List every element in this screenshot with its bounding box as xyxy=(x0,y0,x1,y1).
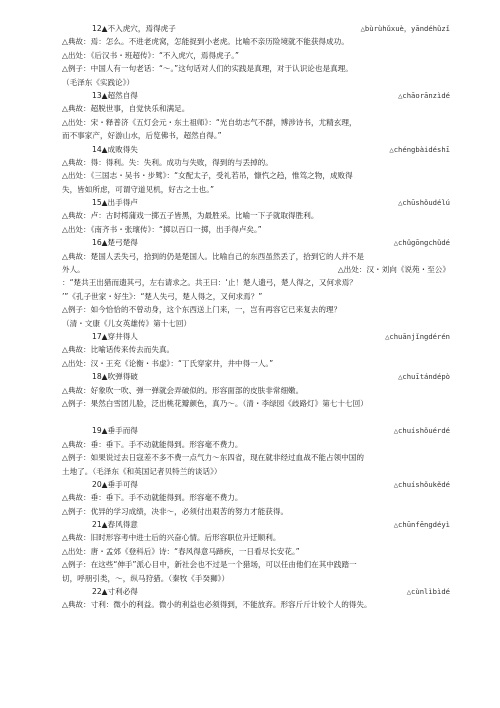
entry-text-line: △典故：焉：怎么。不进老虎窝，怎能捉到小老虎。比喻不亲历险境就不能获得成功。 xyxy=(62,37,349,47)
entry-text-line: △例子：果然白雪团儿脸，泛出桃花瓣颜色，真乃～。（清・李绿园《歧路灯》第七十七回） xyxy=(62,398,368,408)
entry-header xyxy=(0,236,500,249)
entry-text-line: △典故：旧时形容考中进士后的兴奋心情。后形容职位升迁顺利。 xyxy=(62,533,281,543)
entry-title: 15▲出手得卢 xyxy=(92,198,138,208)
entry-text-line: △出处：《三国志・吴书・步骘》：“女配太子，受礼若吊，慷忾之趋，惟笃之物，成败得 xyxy=(62,171,353,181)
section-gap xyxy=(0,410,500,424)
entry-pinyin: △chūnfēngdéyì xyxy=(393,520,450,530)
entry-source-inline: △出处：汉・刘向《说苑・至公》 xyxy=(337,265,450,275)
entry-header xyxy=(0,196,500,209)
entry-text-line: 而不事家产，好游山水，后览佛书，超然自得。” xyxy=(62,131,222,141)
entry-header xyxy=(0,478,500,491)
entry-header xyxy=(0,518,500,531)
entry-title: 17▲穿井得人 xyxy=(92,331,138,341)
entry-header xyxy=(0,585,500,598)
entry-text-line: 土地了。（毛泽东《和英国记者贝特兰的谈话》） xyxy=(62,466,222,476)
entry-pinyin: △chuíshǒukědé xyxy=(393,479,450,489)
entry-title: 14▲成败得失 xyxy=(92,144,138,154)
entry-header xyxy=(0,22,500,35)
entry-pinyin: △chuītándépò xyxy=(398,372,450,382)
entry-text-line: 外人。 △出处：汉・刘向《说苑・至公》 xyxy=(0,263,500,276)
entry-pinyin: △chāorānzìdé xyxy=(398,90,450,100)
entry-pinyin: △chuíshǒuérdé xyxy=(393,426,450,436)
entry-text-line: ’”《孔子世家・好生》：“楚人失弓，楚人得之，又何求焉？” xyxy=(62,291,263,301)
entry-text-line: 切，呼朋引类，～，纵马狩猎。（秦牧《手癸狮》） xyxy=(62,573,230,583)
entry-pinyin: △chuānjǐngdérén xyxy=(385,331,450,341)
entry-pinyin: △bùrùhǔxuè，yāndéhǔzǐ xyxy=(360,24,450,33)
entry-header xyxy=(0,330,500,343)
entry-title: 22▲寸利必得 xyxy=(92,587,138,597)
entry-header xyxy=(0,424,500,437)
entry-text-line: △典故：卢：古时樗蒲戏一掷五子皆黑，为最胜采。比喻一下子就取得胜利。 xyxy=(62,211,319,221)
entry-title: 12▲不入虎穴，焉得虎子 xyxy=(92,24,176,33)
entry-title: 16▲楚弓楚得 xyxy=(92,238,138,248)
entry-text-line: △出处：宋・释普济《五灯会元・东土祖师》：“光自幼志气不群，博涉诗书，尤精玄理， xyxy=(62,117,357,127)
entry-text-line: △出处：《南齐书・张瓌传》：“掷以百口一掷，出手得卢矣。” xyxy=(62,224,262,234)
entry-title: 13▲超然自得 xyxy=(92,90,138,100)
entry-text-line: △例子：如今恰恰的不曾动身，这个东西送上门来，一，岂有再容它已来复去的理？ xyxy=(62,305,342,315)
entry-header xyxy=(0,370,500,383)
entry-text-line: 失，皆如所虑，可谓守道见机，好古之士也。” xyxy=(62,184,215,194)
entry-text-line: △典故：垂：垂下。手不动就能得到。形容毫不费力。 xyxy=(62,439,243,449)
entry-title: 20▲垂手可得 xyxy=(92,479,138,489)
entry-text-line: △典故：楚国人丢失弓，拾到的仍是楚国人。比喻自己的东西虽然丢了，拾到它的人并不是 xyxy=(62,251,364,261)
entry-pinyin: △chūshǒudélú xyxy=(398,198,450,208)
entry-pinyin: △cùnlìbìdé xyxy=(406,587,450,597)
entry-text-line: △出处：《后汉书・班超传》：“不入虎穴，焉得虎子。” xyxy=(62,50,239,60)
entry-title: 18▲吹弹得破 xyxy=(92,372,138,382)
entry-header xyxy=(0,143,500,156)
entry-text-line: △典故：垂：垂下。手不动就能得到。形容毫不费力。 xyxy=(62,493,243,503)
entry-title: 19▲垂手而得 xyxy=(92,426,138,436)
document-page xyxy=(0,22,500,612)
entry-text-line: △典故：得：得利。失：失利。成功与失败，得到的与丢掉的。 xyxy=(62,157,273,167)
entry-text-line: △例子：优异的学习成绩，决非～，必须付出艰苦的努力才能获得。 xyxy=(62,506,289,516)
entry-text-line: △例子：中国人有一句老话：“～。”这句话对人们的实践是真理，对于认识论也是真理。 xyxy=(62,64,353,74)
entry-text-line: △典故：比喻话传来传去而失真。 xyxy=(62,345,175,355)
entry-pinyin: △chǔgōngchǔdé xyxy=(393,238,450,248)
entry-pinyin: △chéngbàidéshī xyxy=(389,144,450,154)
entry-text-line: （清・文康《儿女英雄传》第十七回） xyxy=(62,318,192,328)
entry-text-line: △例子：如果说过去日寇差不多不费一点气力～东四省，现在就非经过血战不能占领中国的 xyxy=(62,453,364,463)
entry-text-line: ：“楚共王出猎而遗其弓，左右请求之。共王曰：‘止！楚人遗弓，楚人得之，又何求焉？ xyxy=(62,278,357,288)
entry-text-line: △出处：唐・孟郊《登科后》诗：“春风得意马蹄疾，一日看尽长安花。” xyxy=(62,546,300,556)
entry-text-line: △典故：超脱世事，自觉快乐和满足。 xyxy=(62,104,190,114)
entry-text-line: △典故：寸利：微小的利益。微小的利益也必须得到，不能放弃。形容斤斤计较个人的得失。 xyxy=(62,600,372,610)
entry-title: 21▲春风得意 xyxy=(92,520,138,530)
entry-text-line: △例子：在这些“伸手”派心目中，新社会也不过是一个猎场，可以任由他们在其中践踏一 xyxy=(62,560,357,570)
entry-text-line: △出处：汉・王充《论衡・书虚》：“丁氏穿家井，井中得一人。” xyxy=(62,358,274,368)
entry-text-line: （毛泽东《实践论》） xyxy=(62,77,135,87)
entry-header xyxy=(0,89,500,102)
entry-text-line: △典故：好象吹一吹、弹一弹就会弄破似的。形容面部的皮肤非常细嫩。 xyxy=(62,385,304,395)
